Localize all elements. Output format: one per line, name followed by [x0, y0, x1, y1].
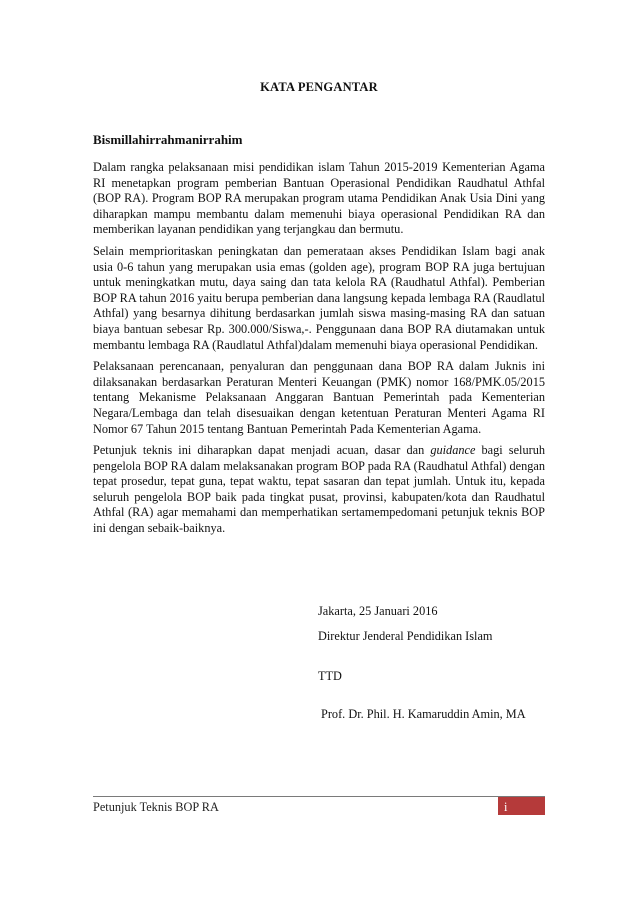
paragraph-3: Pelaksanaan perencanaan, penyaluran dan penggunaan dana BOP RA dalam Juknis ini dilaksanakan berdasarkan Peraturan Menteri Keuangan (PMK) nomor 168/PMK.05/2015 tentang Mekanisme Pelaksanaan Anggaran Bantuan Pemerintah pada Kementerian Negara/Lembaga dan telah disesuaikan dengan ketentuan Peraturan Menteri Agama RI Nomor 67 Tahun 2015 tentang Bantuan Pemerintah Pada Kementerian Agama.: [93, 359, 545, 436]
signatory-name: Prof. Dr. Phil. H. Kamaruddin Amin, MA: [321, 707, 526, 721]
signature-block: [318, 604, 558, 722]
paragraph-4-italic: guidance: [430, 443, 476, 458]
footer-divider: [93, 796, 545, 797]
greeting: Bismillahirrahmanirrahim: [93, 132, 243, 147]
signature-date: Jakarta, 25 Januari 2016: [318, 604, 438, 618]
page-number: i: [504, 800, 508, 814]
paragraph-1: Dalam rangka pelaksanaan misi pendidikan islam Tahun 2015-2019 Kementerian Agama RI menetapkan program pemberian Bantuan Operasional Pendidikan Raudhatul Athfal (BOP RA). Program BOP RA merupakan program utama Pendidikan Anak Usia Dini yang diharapkan mampu membantu dalam memenuhi biaya operasional Pendidikan RA dan memberikan layanan pendidikan yang terjangkau dan bermutu.: [93, 160, 545, 237]
paragraph-4-end: bagi seluruh pengelola BOP RA dalam melaksanakan program BOP pada RA (Raudhatul Athfal) dengan tepat prosedur, tepat guna, tepat waktu, tepat sasaran dan tepat jumlah. Untuk itu, kepada seluruh pengelola BOP baik pada tingkat pusat, provinsi, kabupaten/kota dan Raudhatul Athfal (RA) agar memahami dan memperhatikan sertamempedomani petunjuk teknis BOP ini dengan sebaik-baiknya.: [93, 443, 545, 536]
body-text: [93, 160, 545, 543]
signature-office: Direktur Jenderal Pendidikan Islam: [318, 629, 493, 643]
paragraph-4-start: Petunjuk teknis ini diharapkan dapat menjadi acuan, dasar dan: [93, 443, 431, 458]
paragraph-2: Selain memprioritaskan peningkatan dan pemerataan akses Pendidikan Islam bagi anak usia 0-6 tahun yang merupakan usia emas (golden age), program BOP RA juga bertujuan untuk meningkatkan mutu, daya saing dan tata kelola RA (Raudhatul Athfal). Pemberian BOP RA tahun 2016 yaitu berupa pemberian dana langsung kepada lembaga RA (Raudlatul Athfal) yang besarnya dihitung berdasarkan jumlah siswa masing-masing RA dan satuan biaya bantuan sebesar Rp. 300.000/Siswa,-. Penggunaan dana BOP RA diutamakan untuk membantu lembaga RA (Raudlatul Athfal)dalam memenuhi biaya operasional Pendidikan.: [93, 243, 545, 352]
page-title: KATA PENGANTAR: [260, 80, 378, 94]
footer-label: Petunjuk Teknis BOP RA: [93, 800, 219, 814]
paragraph-4: [93, 443, 545, 537]
signature-ttd: TTD: [318, 669, 342, 683]
